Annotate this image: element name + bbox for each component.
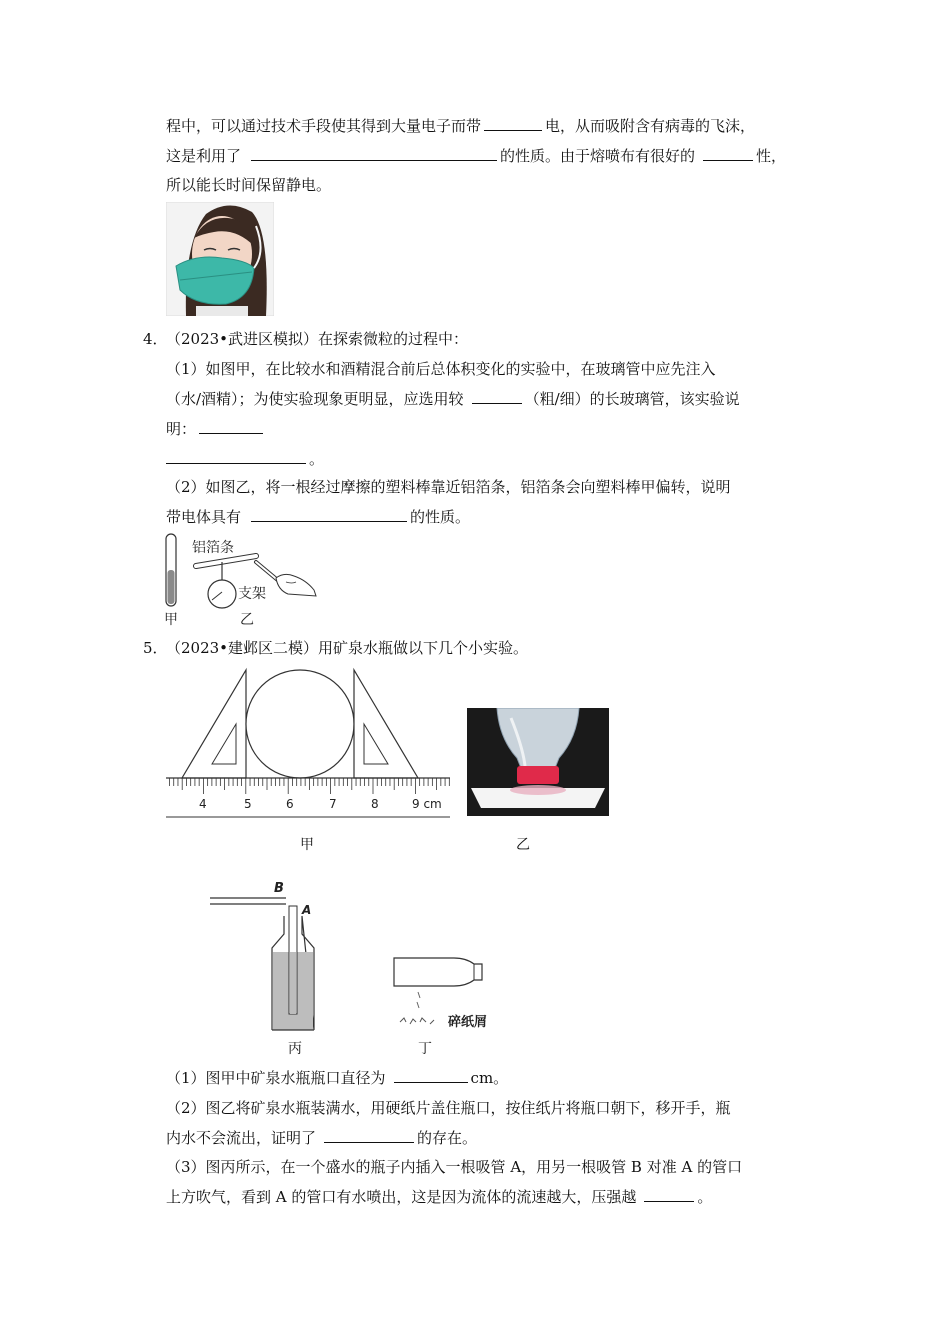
answer-blank[interactable]: [166, 449, 306, 464]
q3-text: 的性质。由于熔喷布有很好的: [500, 147, 696, 165]
q4-number: 4．: [143, 330, 168, 348]
figure-bing: [206, 876, 326, 1036]
label-yi: 乙: [240, 612, 254, 628]
q4-p1-line-1: （1）如图甲，在比较水和酒精混合前后总体积变化的实验中，在玻璃管中应先注入: [166, 360, 716, 378]
q3-text: 所以能长时间保留静电。: [166, 176, 332, 194]
q3-text: 这是利用了: [166, 147, 242, 165]
q5-text: cm。: [470, 1069, 509, 1087]
q4-text: 。: [309, 450, 325, 468]
label-B: B: [274, 881, 284, 896]
label-foil: 铝箔条: [192, 540, 234, 556]
q5-text: 上方吹气，看到 A 的管口有水喷出，这是因为流体的流速越大，压强越: [166, 1188, 637, 1206]
tick-label: 4: [199, 797, 207, 811]
q3-text: 性，: [756, 147, 787, 165]
answer-blank[interactable]: [394, 1068, 468, 1083]
figure-ding: [390, 952, 500, 1034]
q4-p2-line-2: [166, 507, 470, 527]
q3-line-3: [166, 175, 331, 195]
ruler-tick-labels: [199, 797, 442, 811]
q4-title: （2023•武进区模拟）在探索微粒的过程中：: [166, 330, 469, 348]
q5-p1: [166, 1068, 508, 1088]
answer-blank[interactable]: [472, 389, 522, 404]
figure-jia-ruler: [166, 666, 456, 822]
caption-yi: 乙: [516, 837, 530, 853]
q4-text: （水/酒精）；为使实验现象更明显，应选用较: [166, 390, 464, 408]
q4-p1-line-4: [166, 449, 324, 469]
bottle-horizontal: [394, 958, 482, 986]
tick-label: 8: [371, 797, 379, 811]
tick-label: 7: [329, 797, 337, 811]
label-paper-scraps: 碎纸屑: [448, 1015, 488, 1030]
q5-p3-line-1: （3）图丙所示，在一个盛水的瓶子内插入一根吸管 A，用另一根吸管 B 对准 A 的管口: [166, 1158, 743, 1176]
tick-label: 5: [244, 797, 252, 811]
q5-text: 。: [697, 1188, 713, 1206]
q5-text: 的存在。: [417, 1129, 478, 1147]
q4-p1-line-2: [166, 389, 740, 409]
tick-label: 9 cm: [412, 797, 442, 811]
label-stand: 支架: [238, 586, 266, 602]
q4-text: （粗/细）的长玻璃管，该实验说: [524, 390, 740, 408]
q5-title: （2023•建邺区二模）用矿泉水瓶做以下几个小实验。: [166, 639, 529, 657]
answer-blank[interactable]: [251, 146, 497, 161]
q4-figure: [160, 530, 330, 630]
q5-text: （1）图甲中矿泉水瓶瓶口直径为: [166, 1069, 386, 1087]
q4-text: 明：: [166, 420, 197, 438]
q3-text: 电，从而吸附含有病毒的飞沫，: [545, 117, 756, 135]
q5-number: 5．: [143, 639, 168, 657]
answer-blank[interactable]: [324, 1128, 414, 1143]
caption-ding: 丁: [418, 1041, 432, 1057]
q3-line-1: [166, 116, 755, 136]
answer-blank[interactable]: [644, 1187, 694, 1202]
stand-base: [208, 580, 236, 608]
q4-p1-line-3: [166, 419, 266, 439]
figure-yi-photo: [467, 708, 609, 816]
q4-text: 的性质。: [410, 508, 471, 526]
bottle-circle: [246, 670, 354, 778]
q4-p2-line-1: （2）如图乙，将一根经过摩擦的塑料棒靠近铝箔条，铝箔条会向塑料棒甲偏转，说明: [166, 478, 731, 496]
paper-fall-lines: [417, 992, 420, 1008]
tube-liquid: [168, 570, 175, 604]
mask-photo: [166, 202, 274, 316]
q5-text: 内水不会流出，证明了: [166, 1129, 317, 1147]
q3-line-2: [166, 146, 786, 166]
q4-text: 带电体具有: [166, 508, 242, 526]
caption-jia: 甲: [300, 837, 314, 853]
bottle-cap-ring: [517, 766, 559, 784]
tick-label: 6: [286, 797, 294, 811]
ruler-ticks: [169, 778, 449, 794]
answer-blank[interactable]: [199, 419, 263, 434]
paper-scraps: [400, 1018, 434, 1024]
caption-bing: 丙: [288, 1041, 302, 1057]
q5-p3-line-2: [166, 1187, 712, 1207]
label-jia: 甲: [164, 612, 178, 628]
q5-p2-line-2: [166, 1128, 477, 1148]
answer-blank[interactable]: [251, 507, 407, 522]
answer-blank[interactable]: [703, 146, 753, 161]
label-A: A: [302, 903, 312, 917]
hand-icon: [276, 574, 316, 596]
answer-blank[interactable]: [484, 116, 542, 131]
q5-p2-line-1: （2）图乙将矿泉水瓶装满水，用硬纸片盖住瓶口，按住纸片将瓶口朝下，移开手，瓶: [166, 1099, 731, 1117]
q3-text: 程中，可以通过技术手段使其得到大量电子而带: [166, 117, 482, 135]
